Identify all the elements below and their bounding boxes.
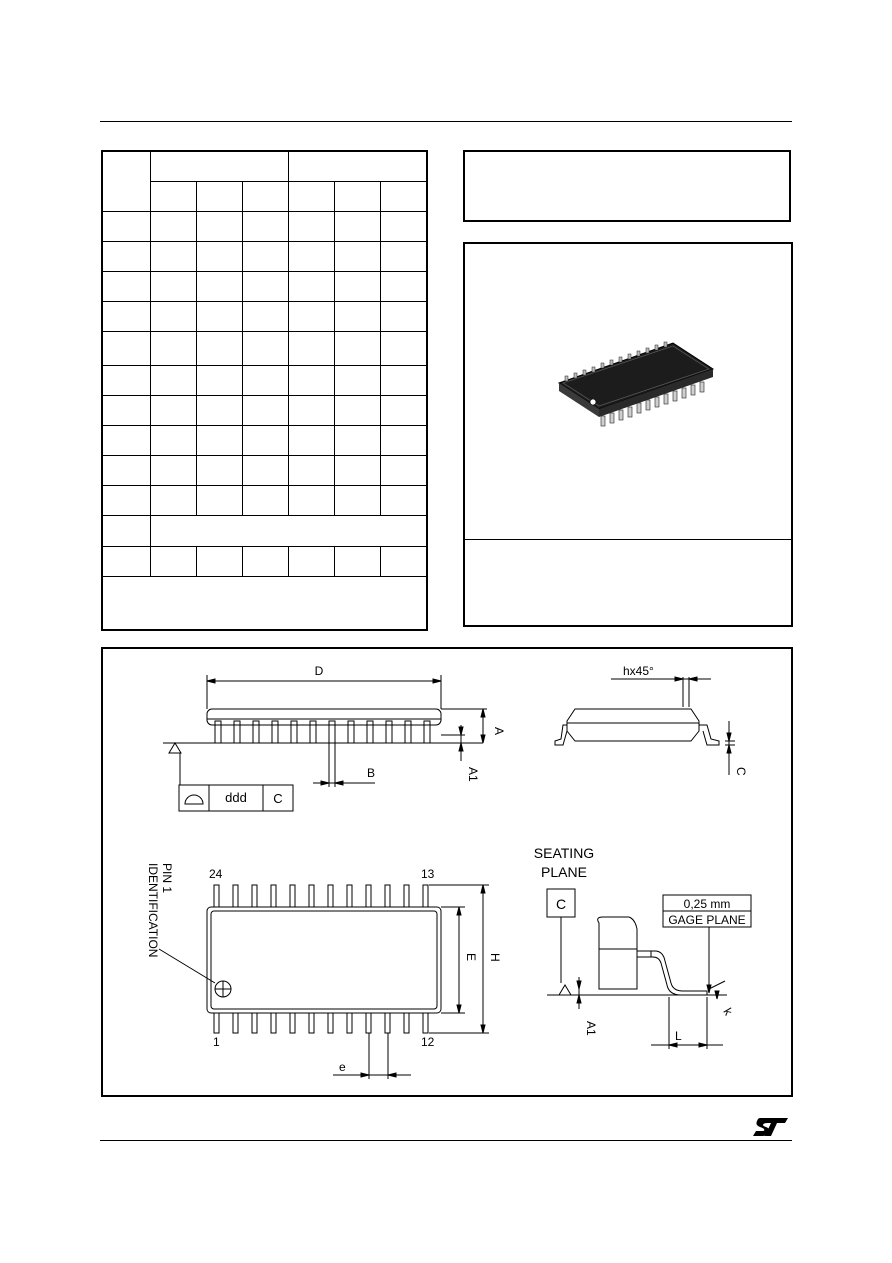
table-row — [102, 396, 427, 426]
gage-plane-label: GAGE PLANE — [668, 913, 746, 927]
table-cell — [102, 516, 151, 547]
table-cell — [243, 332, 289, 366]
table-cell — [102, 332, 151, 366]
side-view — [163, 675, 487, 811]
table-cell — [381, 182, 428, 212]
dim-h-label: H — [488, 953, 502, 962]
pin-13-label: 13 — [421, 867, 435, 881]
table-cell — [102, 456, 151, 486]
dimensions-table — [101, 150, 428, 631]
table-cell — [243, 182, 289, 212]
table-cell — [151, 456, 197, 486]
st-logo-icon — [752, 1116, 790, 1138]
table-cell — [151, 182, 197, 212]
table-header-row — [102, 151, 427, 182]
table-cell — [197, 272, 243, 302]
table-cell — [243, 242, 289, 272]
table-cell — [151, 486, 197, 516]
table-cell — [151, 302, 197, 332]
pin1-label: PIN 1 — [160, 863, 174, 894]
dim-e-label: E — [464, 953, 478, 962]
package-photo-box — [463, 242, 793, 627]
table-cell — [197, 426, 243, 456]
table-cell — [335, 486, 381, 516]
table-cell — [335, 547, 381, 577]
table-cell — [197, 486, 243, 516]
table-cell — [102, 212, 151, 242]
table-row — [102, 426, 427, 456]
end-view — [555, 677, 735, 775]
table-cell — [381, 547, 428, 577]
so24-package-photo — [555, 339, 715, 439]
table-cell — [381, 302, 428, 332]
table-cell — [381, 272, 428, 302]
table-cell — [151, 516, 428, 547]
mechanical-drawing-box — [101, 647, 793, 1097]
tolerance-datum-label: C — [273, 791, 283, 806]
table-cell — [151, 242, 197, 272]
table-cell — [289, 486, 335, 516]
header-rule — [100, 121, 792, 122]
package-title-box — [463, 150, 791, 222]
table-cell — [335, 212, 381, 242]
table-cell — [381, 486, 428, 516]
table-cell — [289, 212, 335, 242]
seating-plane-line1: SEATING — [533, 845, 595, 861]
table-cell — [197, 366, 243, 396]
table-cell — [243, 396, 289, 426]
table-cell — [289, 396, 335, 426]
tolerance-ddd-label: ddd — [225, 790, 247, 805]
table-cell — [289, 272, 335, 302]
table-cell — [335, 302, 381, 332]
table-row — [102, 212, 427, 242]
seating-plane-line2: PLANE — [541, 864, 587, 880]
table-cell — [102, 577, 427, 631]
seating-datum-label: C — [555, 896, 567, 912]
table-cell — [197, 302, 243, 332]
table-cell — [381, 212, 428, 242]
table-subheader-row — [102, 182, 427, 212]
table-cell — [243, 547, 289, 577]
table-cell — [151, 272, 197, 302]
table-cell — [197, 547, 243, 577]
table-cell — [197, 456, 243, 486]
dim-d-label: D — [314, 664, 324, 678]
table-row — [102, 486, 427, 516]
gage-value-label: 0,25 mm — [683, 897, 731, 911]
photo-divider — [465, 539, 791, 540]
table-cell — [197, 242, 243, 272]
table-cell — [243, 302, 289, 332]
table-cell — [197, 182, 243, 212]
table-cell — [102, 396, 151, 426]
table-cell — [381, 396, 428, 426]
dim-a1-label: A1 — [466, 767, 480, 782]
dim-hx45-label: hx45° — [623, 664, 654, 678]
table-cell — [289, 332, 335, 366]
table-row — [102, 547, 427, 577]
table-cell — [335, 182, 381, 212]
table-cell — [243, 486, 289, 516]
dim-l-label: L — [675, 1029, 682, 1043]
table-cell — [151, 426, 197, 456]
pin-24-label: 24 — [209, 867, 223, 881]
top-view — [159, 885, 489, 1079]
table-cell — [243, 426, 289, 456]
table-cell — [197, 332, 243, 366]
detail-a1-label: A1 — [584, 1021, 598, 1036]
table-row — [102, 366, 427, 396]
table-row — [102, 302, 427, 332]
table-cell — [289, 151, 428, 182]
table-cell — [335, 366, 381, 396]
table-cell — [289, 366, 335, 396]
dim-c-label: C — [734, 767, 748, 776]
package-outline-drawing — [103, 649, 795, 1099]
table-cell — [102, 486, 151, 516]
pin-1-label: 1 — [213, 1035, 220, 1049]
table-cell — [102, 302, 151, 332]
table-cell — [335, 426, 381, 456]
table-cell — [151, 547, 197, 577]
table-cell — [289, 302, 335, 332]
table-cell — [335, 272, 381, 302]
table-cell — [102, 242, 151, 272]
table-cell — [102, 151, 151, 212]
table-cell — [243, 272, 289, 302]
table-cell — [289, 182, 335, 212]
table-row — [102, 516, 427, 547]
table-cell — [243, 366, 289, 396]
table-cell — [151, 366, 197, 396]
table-cell — [151, 396, 197, 426]
pin-12-label: 12 — [421, 1035, 435, 1049]
table-row — [102, 272, 427, 302]
table-cell — [289, 547, 335, 577]
table-notes-row — [102, 577, 427, 631]
table-row — [102, 332, 427, 366]
table-row — [102, 242, 427, 272]
table-cell — [335, 456, 381, 486]
table-cell — [102, 366, 151, 396]
table-cell — [151, 151, 289, 182]
dim-b-label: B — [367, 766, 376, 780]
table-cell — [335, 332, 381, 366]
identification-label: IDENTIFICATION — [146, 863, 160, 958]
dim-k-label: k — [720, 1005, 736, 1018]
table-cell — [381, 456, 428, 486]
table-cell — [197, 212, 243, 242]
table-cell — [289, 456, 335, 486]
table-cell — [381, 426, 428, 456]
table-cell — [381, 366, 428, 396]
table-cell — [335, 242, 381, 272]
table-cell — [289, 426, 335, 456]
footer-rule — [100, 1140, 792, 1141]
table-cell — [102, 426, 151, 456]
table-cell — [102, 547, 151, 577]
table-cell — [381, 242, 428, 272]
dim-a-label: A — [492, 727, 506, 736]
table-cell — [151, 332, 197, 366]
dim-pitch-label: e — [339, 1060, 346, 1074]
table-cell — [243, 212, 289, 242]
table-row — [102, 456, 427, 486]
table-cell — [289, 242, 335, 272]
table-cell — [151, 212, 197, 242]
table-cell — [335, 396, 381, 426]
table-cell — [243, 456, 289, 486]
table-cell — [381, 332, 428, 366]
table-cell — [102, 272, 151, 302]
table-cell — [197, 396, 243, 426]
